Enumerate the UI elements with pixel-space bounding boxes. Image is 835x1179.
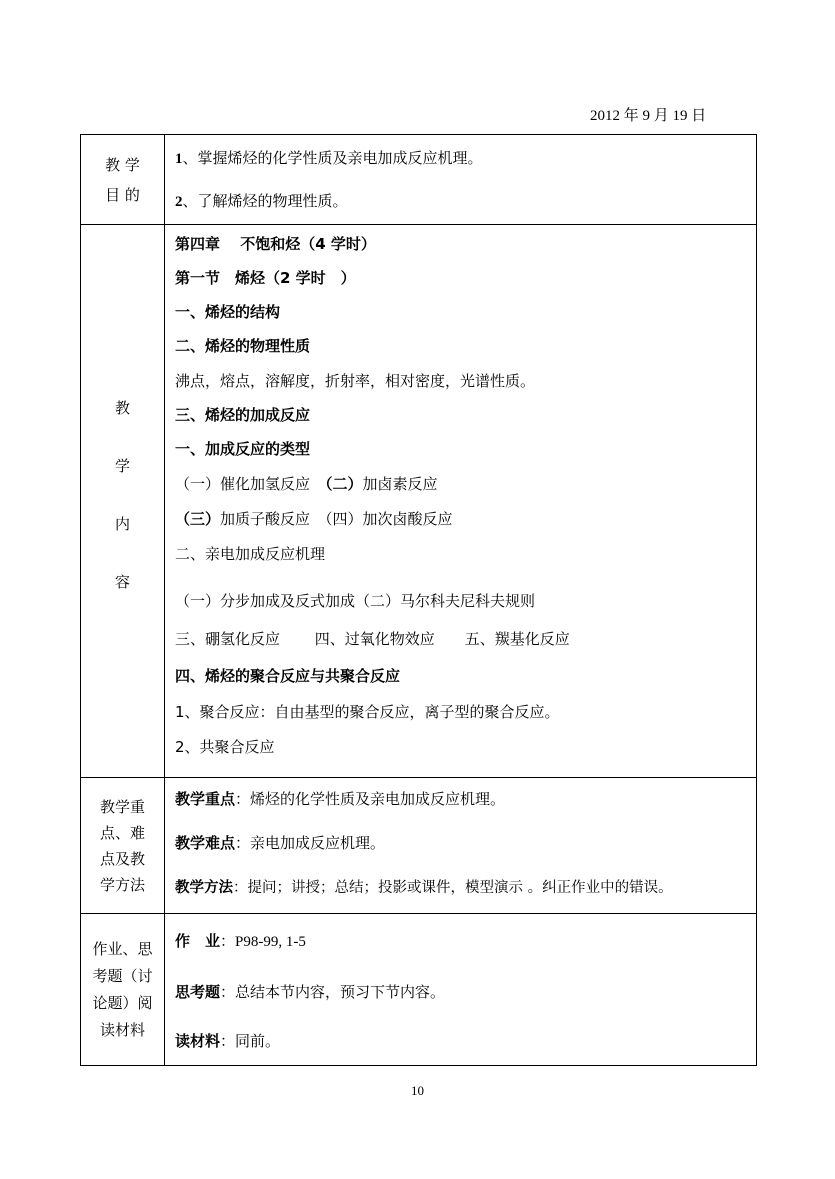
think-questions-label: 思考题 bbox=[175, 983, 221, 1001]
objective-item-2 bbox=[175, 190, 348, 211]
reading-material-text: ：同前。 bbox=[220, 1032, 281, 1050]
content-label-char-1: 教 bbox=[114, 399, 130, 417]
reading-material bbox=[175, 1030, 280, 1051]
homework-content bbox=[165, 914, 756, 1065]
methods-text: ：提问；讲授；总结；投影或课件，模型演示 。纠正作业中的错误。 bbox=[233, 880, 673, 896]
content-body bbox=[165, 225, 756, 777]
homework-label-line3: 论题）阅 bbox=[92, 993, 153, 1012]
methods bbox=[175, 876, 673, 897]
key-points-text: ：烯烃的化学性质及亲电加成反应机理。 bbox=[235, 790, 506, 808]
homework-label-line4: 读材料 bbox=[99, 1020, 145, 1039]
objectives-label-line1: 教 学 bbox=[105, 155, 140, 174]
assignment-text: ：P98-99, 1-5 bbox=[220, 934, 306, 950]
focus-label-line4: 学方法 bbox=[99, 875, 145, 894]
mechanism-heading: 二、亲电加成反应机理 bbox=[175, 545, 326, 563]
addition-line-1 bbox=[175, 473, 438, 494]
polymerization-text: 1、聚合反应：自由基型的聚合反应，离子型的聚合反应。 bbox=[175, 703, 560, 721]
content-row bbox=[81, 225, 756, 778]
focus-label-line3: 点及教 bbox=[99, 849, 145, 868]
mechanism-detail: （一）分步加成及反式加成（二）马尔科夫尼科夫规则 bbox=[175, 592, 536, 610]
heading-polymerization: 四、烯烃的聚合反应与共聚合反应 bbox=[175, 667, 401, 685]
objectives-row bbox=[81, 135, 756, 225]
think-questions-text: ：总结本节内容，预习下节内容。 bbox=[220, 983, 446, 1001]
objective-item-1 bbox=[175, 147, 483, 168]
methods-label: 教学方法 bbox=[175, 880, 233, 896]
heading-addition: 三、烯烃的加成反应 bbox=[175, 406, 311, 424]
assignment-label: 作 业 bbox=[175, 932, 221, 950]
think-questions bbox=[175, 981, 445, 1002]
copolymerization-text: 2、共聚合反应 bbox=[175, 738, 275, 756]
catalytic-hydrogenation: （一）催化加氢反应 bbox=[175, 475, 326, 493]
homework-label-line1: 作业、思 bbox=[92, 939, 153, 958]
addition-types-text: 一、加成反应的类型 bbox=[175, 440, 311, 458]
objectives-content bbox=[165, 135, 756, 224]
page-number: 10 bbox=[411, 1083, 424, 1098]
objective-num-2: 2 bbox=[175, 194, 183, 210]
marker-two: （二） bbox=[325, 475, 363, 493]
objectives-label bbox=[81, 135, 165, 224]
focus-content bbox=[165, 778, 756, 913]
content-label bbox=[81, 225, 165, 777]
lesson-plan-table bbox=[80, 134, 757, 1066]
focus-label bbox=[81, 778, 165, 913]
heading-structure: 一、烯烃的结构 bbox=[175, 303, 281, 321]
reading-material-label: 读材料 bbox=[175, 1032, 221, 1050]
physical-properties-text: 沸点，熔点，溶解度，折射率，相对密度，光谱性质。 bbox=[175, 372, 536, 390]
focus-row bbox=[81, 778, 756, 914]
protic-acid-addition: 加质子酸反应 （四）加次卤酸反应 bbox=[220, 510, 453, 528]
section-title: 第一节 烯烃（2 学时 ） bbox=[175, 269, 356, 287]
homework-row bbox=[81, 914, 756, 1065]
objective-num-1: 1 bbox=[175, 151, 183, 167]
difficulties-label: 教学难点 bbox=[175, 834, 236, 852]
difficulties-text: ：亲电加成反应机理。 bbox=[235, 834, 386, 852]
assignment bbox=[175, 930, 306, 951]
content-label-char-4: 容 bbox=[114, 573, 130, 591]
chapter-title: 第四章 不饱和烃（4 学时） bbox=[175, 235, 376, 253]
addition-line-2 bbox=[175, 508, 453, 529]
key-points bbox=[175, 788, 505, 809]
key-points-label: 教学重点 bbox=[175, 790, 236, 808]
content-label-char-3: 内 bbox=[114, 515, 130, 533]
objective-text-2: 、了解烯烃的物理性质。 bbox=[182, 192, 348, 210]
objective-text-1: 、掌握烯烃的化学性质及亲电加成反应机理。 bbox=[182, 149, 483, 167]
addition-types bbox=[175, 438, 310, 459]
marker-three: （三） bbox=[175, 510, 221, 528]
focus-label-line2: 点、难 bbox=[99, 823, 145, 842]
date: 2012 年 9 月 19 日 bbox=[590, 108, 707, 124]
objectives-label-line2: 目 的 bbox=[105, 185, 140, 204]
heading-physical: 二、烯烃的物理性质 bbox=[175, 337, 311, 355]
focus-label-line1: 教学重 bbox=[99, 797, 145, 816]
content-label-char-2: 学 bbox=[114, 457, 130, 475]
difficulties bbox=[175, 832, 385, 853]
halogen-addition: 加卤素反应 bbox=[362, 475, 438, 493]
other-reactions: 三、硼氢化反应 四、过氧化物效应 五、羰基化反应 bbox=[175, 630, 570, 648]
homework-label bbox=[81, 914, 165, 1065]
homework-label-line2: 考题（讨 bbox=[92, 966, 153, 985]
